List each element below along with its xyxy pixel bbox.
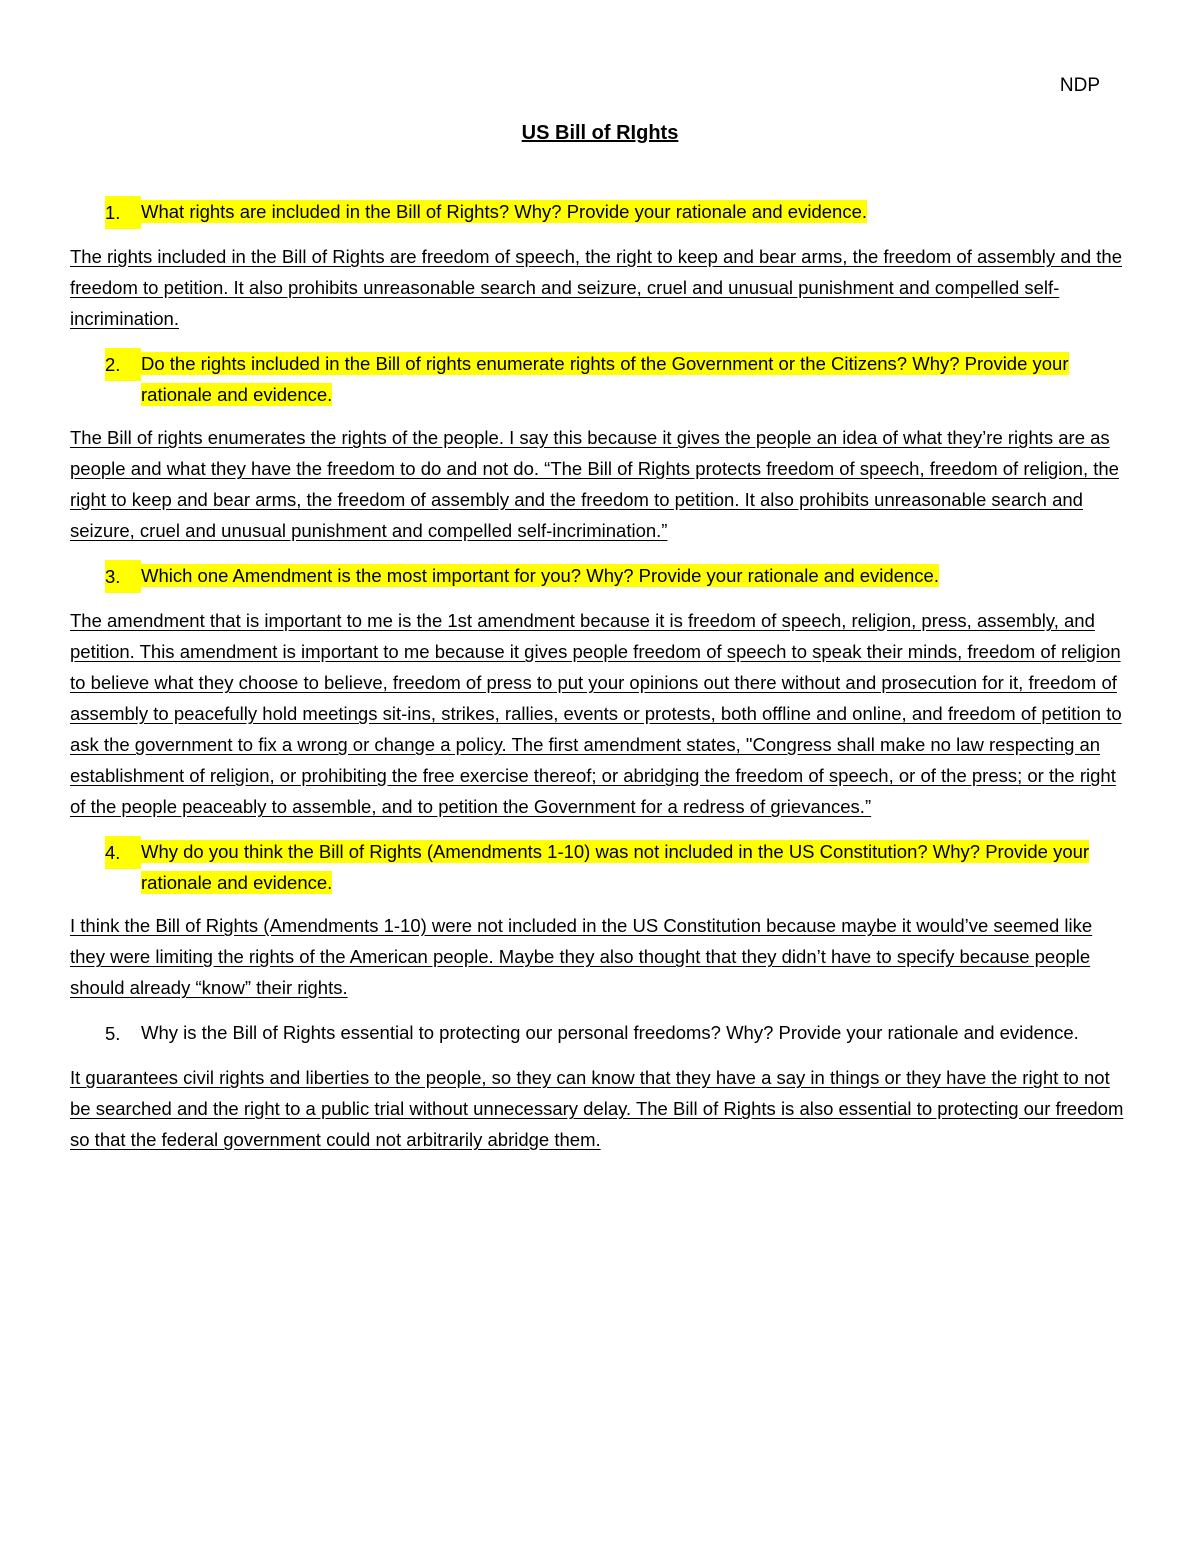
question-number: 3. [105,560,141,593]
question-text: Do the rights included in the Bill of rights enumerate rights of the Government or the Citizens? Why? Provide your rationale and evidence. [141,353,1069,405]
question-text: Which one Amendment is the most important for you? Why? Provide your rationale and evidence. [141,565,939,586]
question-number: 5. [105,1023,121,1044]
document-body [70,196,1130,1169]
question-1 [70,196,1130,229]
question-5 [70,1017,1130,1050]
answer-4: I think the Bill of Rights (Amendments 1-10) were not included in the US Constitution because maybe it would’ve seemed like they were limiting the rights of the American people. Maybe they also thought that they didn’t have to specify because people should already “know” their rights. [70,915,1093,998]
question-4 [70,836,1130,898]
question-number: 1. [105,196,141,229]
question-number: 2. [105,348,141,381]
question-number: 4. [105,836,141,869]
author-initials: NDP [1059,75,1100,96]
answer-2: The Bill of rights enumerates the rights of the people. I say this because it gives the people an idea of what they’re rights are as people and what they have the freedom to do and not do. “The Bill of Rights protects freedom of speech, freedom of religion, the right to keep and bear arms, the freedom of assembly and the freedom to petition. It also prohibits unreasonable search and seizure, cruel and unusual punishment and compelled self-incrimination.” [70,427,1119,541]
answer-3: The amendment that is important to me is the 1st amendment because it is freedom of speech, religion, press, assembly, and petition. This amendment is important to me because it gives people freedom of speech to speak their minds, freedom of religion to believe what they choose to believe, freedom of press to put your opinions out there without and prosecution for it, freedom of assembly to peacefully hold meetings sit-ins, strikes, rallies, events or protests, both offline and online, and freedom of petition to ask the government to fix a wrong or change a policy. The first amendment states, "Congress shall make no law respecting an establishment of religion, or prohibiting the free exercise thereof; or abridging the freedom of speech, or of the press; or the right of the people peaceably to assemble, and to petition the Government for a redress of grievances.” [70,610,1122,817]
question-text: What rights are included in the Bill of Rights? Why? Provide your rationale and evidence. [141,201,867,222]
question-text: Why is the Bill of Rights essential to protecting our personal freedoms? Why? Provide your rationale and evidence. [141,1022,1079,1043]
document-title: US Bill of RIghts [521,122,679,144]
question-text: Why do you think the Bill of Rights (Amendments 1-10) was not included in the US Constitution? Why? Provide your rationale and evidence. [141,841,1090,893]
question-2 [70,348,1130,410]
answer-1: The rights included in the Bill of Rights are freedom of speech, the right to keep and bear arms, the freedom of assembly and the freedom to petition. It also prohibits unreasonable search and seizure, cruel and unusual punishment and compelled self-incrimination. [70,246,1122,329]
question-3 [70,560,1130,593]
answer-5: It guarantees civil rights and liberties to the people, so they can know that they have a say in things or they have the right to not be searched and the right to a public trial without unnecessary delay. The Bill of Rights is also essential to protecting our freedom so that the federal government could not arbitrarily abridge them. [70,1067,1124,1150]
